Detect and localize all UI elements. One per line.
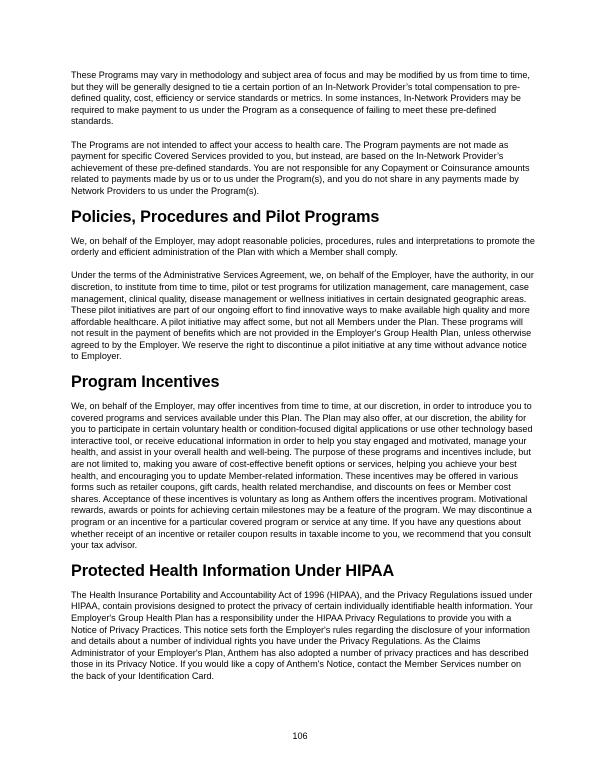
section-heading-policies: Policies, Procedures and Pilot Programs [71,207,380,226]
page-number: 106 [292,731,308,741]
document-page [71,70,536,683]
policies-paragraph-1: We, on behalf of the Employer, may adopt reasonable policies, procedures, rules and interpretations to promote the orderly and efficient administration of the Plan with which a Member shall comply. [71,235,535,258]
section-heading-incentives: Program Incentives [71,373,220,392]
intro-paragraph-1: These Programs may vary in methodology and subject area of focus and may be modified by us from time to time, but they will be generally designed to tie a certain portion of an In-Network Provider’s total compensation to pre-defined quality, cost, efficiency or service standards or metrics. In some instances, In-Network Providers may be required to make payment to us under the Program as a consequence of failing to meet these pre-defined standards. [71,70,530,127]
intro-paragraph-2: The Programs are not intended to affect your access to health care. The Program payments are not made as payment for specific Covered Services provided to you, but instead, are based on the In-Network Provider’s achievement of these pre-defined standards. You are not responsible for any Copayment or Coinsurance amounts related to payments made by us or to us under the Program(s), and you do not share in any payments made by Network Providers to us under the Program(s). [71,139,530,196]
policies-paragraph-2: Under the terms of the Administrative Services Agreement, we, on behalf of the Employer, have the authority, in our discretion, to institute from time to time, pilot or test programs for utilization management, care management, case management, clinical quality, disease management or wellness initiatives in certain designated geographic areas. These pilot initiatives are part of our ongoing effort to find innovative ways to make available high quality and more affordable healthcare. A pilot initiative may affect some, but not all Members under the Plan. These programs will not result in the payment of benefits which are not provided in the Employer's Group Health Plan, unless otherwise agreed to by the Employer. We reserve the right to discontinue a pilot initiative at any time without advance notice to Employer. [71,270,534,362]
hipaa-paragraph-1: The Health Insurance Portability and Accountability Act of 1996 (HIPAA), and the Privacy Regulations issued under HIPAA, contain provisions designed to protect the privacy of certain individually identifiable health information. Your Employer's Group Health Plan has a responsibility under the HIPAA Privacy Regulations to provide you with a Notice of Privacy Practices. This notice sets forth the Employer's rules regarding the disclosure of your information and details about a number of individual rights you have under the Privacy Regulations. As the Claims Administrator of your Employer's Plan, Anthem has also adopted a number of privacy practices and has described those in its Privacy Notice. If you would like a copy of Anthem's Notice, contact the Member Services number on the back of your Identification Card. [71,589,533,681]
incentives-paragraph-1: We, on behalf of the Employer, may offer incentives from time to time, at our discretion, in order to introduce you to covered programs and services available under this Plan. The Plan may also offer, at our discretion, the ability for you to participate in certain voluntary health or condition-focused digital applications or use other technology based interactive tool, or receive educational information in order to help you stay engaged and motivated, manage your health, and assist in your overall health and well-being. The purpose of these programs and incentives include, but are not limited to, making you aware of cost-effective benefit options or services, helping you achieve your best health, and encouraging you to update Member-related information. These incentives may be offered in various forms such as retailer coupons, gift cards, health related merchandise, and discounts on fees or Member cost shares. Acceptance of these incentives is voluntary as long as Anthem offers the incentives program. Motivational rewards, awards or points for achieving certain milestones may be a feature of the program. We may discontinue a program or an incentive for a particular covered program or service at any time. If you have any questions about whether receipt of an incentive or retailer coupon results in taxable income to you, we recommend that you consult your tax advisor. [71,401,533,551]
section-heading-hipaa: Protected Health Information Under HIPAA [71,561,395,580]
